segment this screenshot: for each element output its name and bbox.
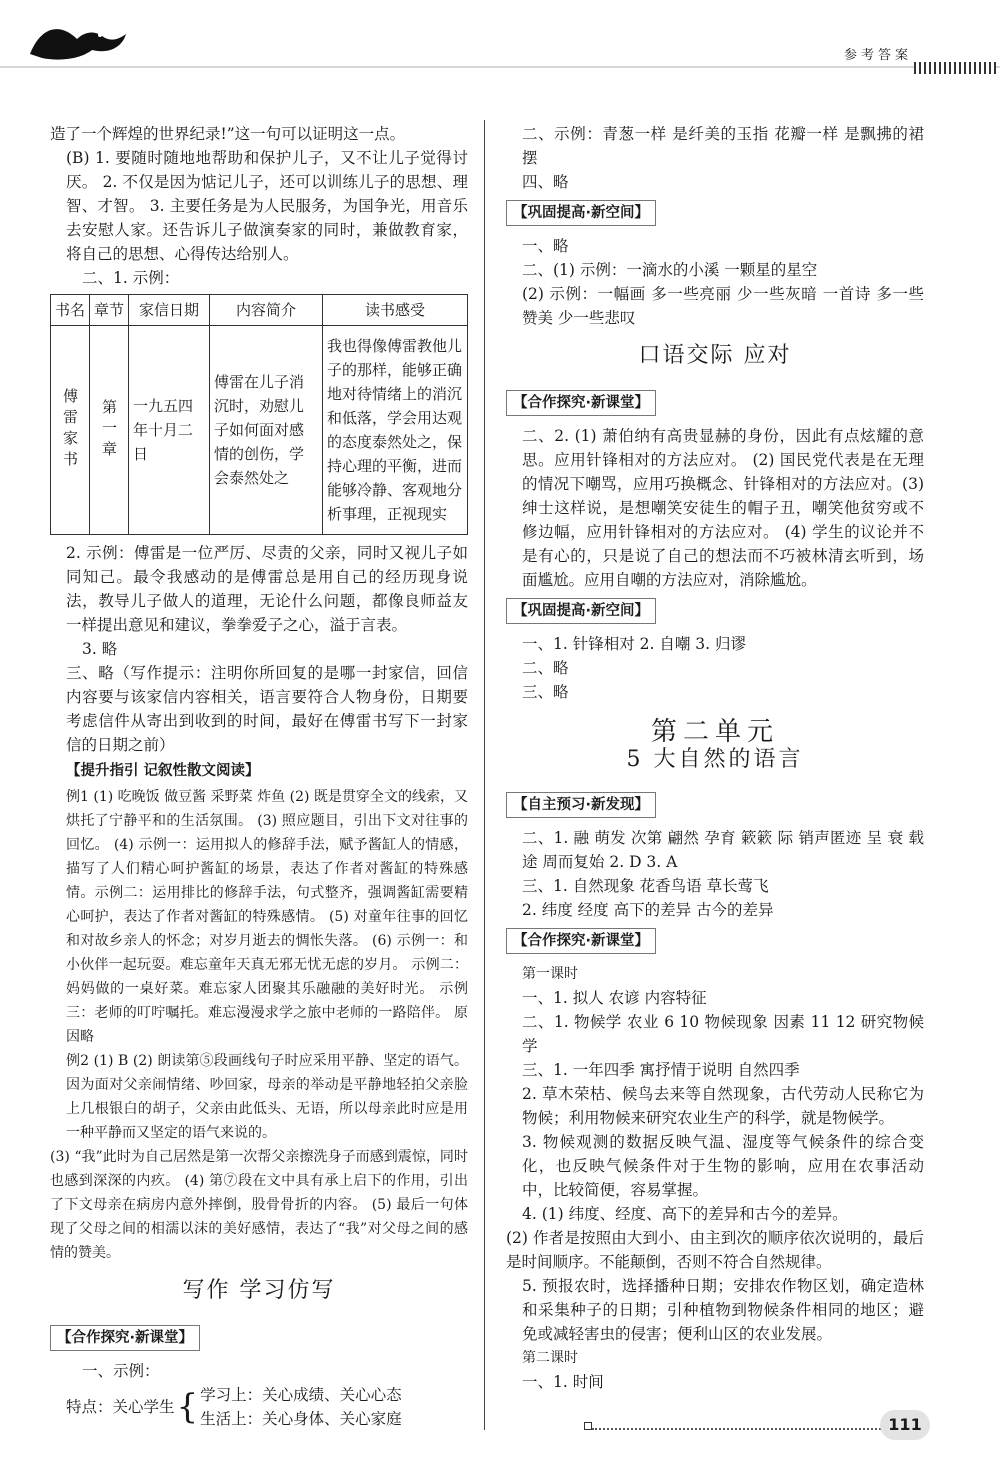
- para: 一、1. 拟人 农谚 内容特征: [522, 989, 707, 1007]
- para: 二、略: [522, 659, 569, 677]
- para: 4. (1) 纬度、经度、高下的差异和古今的差异。: [522, 1205, 848, 1223]
- para: 二、(1) 示例：一滴水的小溪 一颗星的星空: [522, 261, 818, 279]
- table-header-cell: 章节: [90, 295, 129, 326]
- table-cell-book: 傅雷家书: [51, 326, 90, 535]
- swan-logo-icon: [22, 14, 142, 74]
- table-header-cell: 书名: [51, 295, 90, 326]
- para: 一、示例：: [82, 1362, 160, 1380]
- para: 3. 物候观测的数据反映气温、湿度等气候条件的综合变化，也反映气候条件对于生物的影响，应用在农事活动中，比较简便，容易掌握。: [522, 1133, 924, 1199]
- table-header-cell: 内容简介: [210, 295, 323, 326]
- para: 二、示例：青葱一样 是纤美的玉指 花瓣一样 是飘拂的裙摆: [522, 125, 924, 167]
- section-heading: 【合作探究·新课堂】: [50, 1325, 200, 1351]
- feature-label: 特点：关心学生: [66, 1398, 175, 1416]
- header-rule: [0, 66, 1000, 68]
- table-cell-summary: 傅雷在儿子消沉时，劝慰儿子如何面对感情的创伤，学会泰然处之: [210, 326, 323, 535]
- para: 三、略（写作提示：注明你所回复的是哪一封家信，回信内容要与该家信内容相关，语言要符合人物身份，日期要考虑信件从寄出到收到的时间，最好在傅雷书写下一封家信的日期之前）: [66, 664, 468, 754]
- subheading: 第二课时: [522, 1350, 578, 1366]
- section-title: 写作 学习仿写: [182, 1278, 336, 1303]
- table-cell-chapter: 第一章: [90, 326, 129, 535]
- right-column: [506, 122, 924, 1394]
- para: 一、略: [522, 237, 569, 255]
- feature-items: [200, 1383, 402, 1431]
- para: (B) 1. 要随时随地地帮助和保护儿子，又不让儿子觉得讨厌。 2. 不仅是因为惦记儿子，还可以训练儿子的思想、理智、才智。 3. 主要任务是为人民服务，为国争光，用音乐去安慰人家。还告诉儿子做演奏家的同时，兼做教育家，将自己的思想、心得传达给别人。: [66, 149, 468, 263]
- para: 例2 (1) B (2) 朗读第⑤段画线句子时应采用平静、坚定的语气。因为面对父亲闹情绪、吵回家，母亲的举动是平静地轻拍父亲脸上几根银白的胡子，父亲由此低头、无语，所以母亲此时应是用一种平静而又坚定的语气来说的。: [66, 1053, 468, 1141]
- para: 二、1. 物候学 农业 6 10 物候现象 因素 11 12 研究物候学: [522, 1013, 924, 1055]
- table-cell-feeling: 我也得像傅雷教他儿子的那样，能够正确地对待情绪上的消沉和低落，学会用达观的态度泰然处之，保持心理的平衡，进而能够冷静、客观地分析事理，正视现实: [323, 326, 468, 535]
- section-heading: 【合作探究·新课堂】: [506, 928, 656, 954]
- para: 二、1. 示例：: [82, 269, 180, 287]
- header-label: 参考答案: [843, 48, 912, 63]
- table-header-cell: 读书感受: [323, 295, 468, 326]
- subheading: 第一课时: [522, 966, 578, 982]
- left-column: [50, 122, 468, 1431]
- para: 二、1. 融 萌发 次第 翩然 孕育 簌簌 际 销声匿迹 呈 衰 载途 周而复始 2. D 3. A: [522, 829, 924, 871]
- para: 三、略: [522, 683, 569, 701]
- para: 二、2. (1) 萧伯纳有高贵显赫的身份，因此有点炫耀的意思。应用针锋相对的方法应对。 (2) 国民党代表是在无理的情况下嘲骂，应用巧换概念、针锋相对的方法应对。(3) 绅士这样说，是想嘲笑安徒生的帽子丑，嘲笑他贫穷或不修边幅，应用针锋相对的方法应对。 (4) 学生的议论并不是有心的，只是说了自己的想法而不巧被林清玄听到，场面尴尬。应用自嘲的方法应对，消除尴尬。: [522, 427, 924, 589]
- section-heading: 【巩固提高·新空间】: [506, 200, 656, 226]
- section-heading: 【提升指引 记叙性散文阅读】: [66, 763, 260, 779]
- feature-item: 学习上：关心成绩、关心心态: [200, 1386, 402, 1404]
- section-heading: 【自主预习·新发现】: [506, 792, 656, 818]
- column-divider: [484, 120, 485, 1430]
- para: 2. 示例：傅雷是一位严厉、尽责的父亲，同时又视儿子如同知己。最令我感动的是傅雷总是用自己的经历现身说法，教导儿子做人的道理，无论什么问题，都像良师益友一样提出意见和建议，拳拳爱子之心，溢于言表。: [66, 544, 468, 634]
- section-heading: 【巩固提高·新空间】: [506, 598, 656, 624]
- para: 一、1. 针锋相对 2. 自嘲 3. 归谬: [522, 635, 747, 653]
- para: 三、1. 自然现象 花香鸟语 草长莺飞: [522, 877, 769, 895]
- feature-list: [66, 1383, 468, 1431]
- para: 3. 略: [82, 640, 118, 658]
- footer-square-icon: [584, 1422, 592, 1430]
- section-heading: 【合作探究·新课堂】: [506, 390, 656, 416]
- para: 2. 草木荣枯、候鸟去来等自然现象，古代劳动人民称它为物候；利用物候来研究农业生产的科学，就是物候学。: [522, 1085, 924, 1127]
- para: (2) 作者是按照由大到小、由主到次的顺序依次说明的，最后是时间顺序。不能颠倒，否则不符合自然规律。: [506, 1229, 924, 1271]
- page-number: 111: [880, 1410, 930, 1440]
- page-header: [0, 0, 1000, 80]
- footer-dotted-rule: [592, 1428, 892, 1430]
- table-row: [51, 326, 468, 535]
- feature-item: 生活上：关心身体、关心家庭: [200, 1410, 402, 1428]
- para: 造了一个辉煌的世界纪录!”这一句可以证明这一点。: [50, 125, 406, 143]
- brace-icon: {: [176, 1387, 199, 1427]
- reading-table: [50, 294, 468, 535]
- para: (3) “我”此时为自己居然是第一次帮父亲擦洗身子而感到震惊，同时也感到深深的内疚。 (4) 第⑦段在文中具有承上启下的作用，引出了下文母亲在病房内意外摔倒，股骨骨折的内容。 (5) 最后一句体现了父母之间的相濡以沫的美好感情，表达了“我”对父母之间的感情的赞美。: [50, 1149, 468, 1261]
- table-header-cell: 家信日期: [129, 295, 210, 326]
- table-cell-date: 一九五四年十月二日: [129, 326, 210, 535]
- unit-title: 第二单元: [650, 717, 779, 747]
- table-header-row: [51, 295, 468, 326]
- lesson-title: 5 大自然的语言: [626, 747, 804, 772]
- section-title: 口语交际 应对: [638, 343, 792, 368]
- para: (2) 示例：一幅画 多一些亮丽 少一些灰暗 一首诗 多一些赞美 少一些悲叹: [522, 285, 924, 327]
- header-barcode-icon: [914, 62, 996, 74]
- para: 四、略: [522, 173, 569, 191]
- para: 例1 (1) 吃晚饭 做豆酱 采野菜 炸鱼 (2) 既是贯穿全文的线索，又烘托了宁静平和的生活氛围。 (3) 照应题目，引出下文对往事的回忆。 (4) 示例一：运用拟人的修辞手法，赋予酱缸人的情感，描写了人们精心呵护酱缸的场景，表达了作者对酱缸的特殊感情。示例二：运用排比的修辞手法，句式整齐，强调酱缸需要精心呵护，表达了作者对酱缸的特殊感情。 (5) 对童年往事的回忆和对故乡亲人的怀念；对岁月逝去的惆怅失落。 (6) 示例一：和小伙伴一起玩耍。难忘童年天真无邪无忧无虑的岁月。 示例二：妈妈做的一桌好菜。难忘家人团聚其乐融融的美好时光。 示例三：老师的叮咛嘱托。难忘漫漫求学之旅中老师的一路陪伴。 原因略: [66, 789, 468, 1045]
- para: 三、1. 一年四季 寓抒情于说明 自然四季: [522, 1061, 800, 1079]
- para: 2. 纬度 经度 高下的差异 古今的差异: [522, 901, 774, 919]
- para: 5. 预报农时，选择播种日期；安排农作物区划，确定造林和采集种子的日期；引种植物到物候条件相同的地区；避免或减轻害虫的侵害；便利山区的农业发展。: [522, 1277, 924, 1343]
- para: 一、1. 时间: [522, 1373, 604, 1391]
